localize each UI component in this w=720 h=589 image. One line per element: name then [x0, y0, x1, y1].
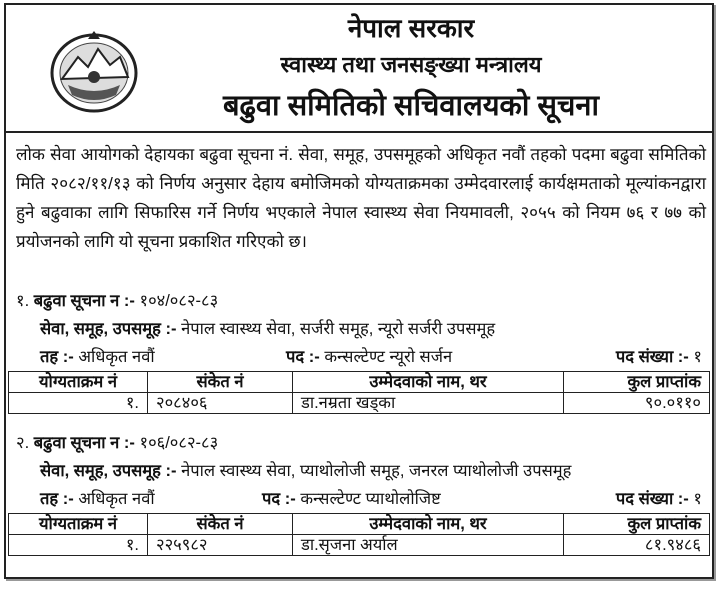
- notice-no-label: बढुवा सूचना न :-: [33, 292, 135, 310]
- col-rank: योग्यताक्रम नं: [9, 372, 148, 393]
- name-cell: डा.सृजना अर्याल: [293, 535, 564, 556]
- government-title: नेपाल सरकार: [347, 13, 475, 43]
- section-index: २.: [16, 434, 30, 452]
- table-row: [9, 535, 710, 556]
- post-value: कन्सल्टेण्ट न्यूरो सर्जन: [324, 348, 453, 366]
- table-row: [9, 393, 710, 414]
- post-count-value: १: [693, 490, 702, 508]
- name-cell: डा.नम्रता खड्का: [293, 393, 564, 414]
- level-post-line: [16, 485, 706, 513]
- level-label: तह :-: [40, 348, 74, 366]
- post-value: कन्सल्टेण्ट प्याथोलोजिष्ट: [300, 490, 441, 508]
- intro-paragraph: लोक सेवा आयोगको देहायका बढुवा सूचना नं. सेवा, समूह, उपसमूहको अधिकृत नवौं तहको पदमा बढुवा समितिको मिति २०८२/११/१३ को निर्णय अनुसार देहाय बमोजिमको योग्यताक्रमका उम्मेदवारलाई कार्यक्षमताको मूल्यांकनद्वारा हुने बढुवाका लागि सिफारिस गर्ने निर्णय भएकाले नेपाल स्वास्थ्य सेवा नियमावली, २०५५ को नियम ७६ र ७७ को प्रयोजनको लागि यो सूचना प्रकाशित गरिएको छ।: [16, 145, 706, 251]
- notice-number-line: [16, 287, 706, 315]
- post-count-value: १: [693, 348, 702, 366]
- notice-no-value: १०६/०८२-८३: [139, 434, 219, 452]
- post-count-label: पद संख्या :-: [615, 490, 689, 508]
- col-name: उम्मेदवाको नाम, थर: [293, 372, 564, 393]
- table-header-row: [9, 372, 710, 393]
- level-value: अधिकृत नवौं: [78, 348, 155, 366]
- table-header-row: [9, 514, 710, 535]
- level-post-line: [16, 343, 706, 371]
- result-table-1: [8, 371, 710, 414]
- ministry-title: स्वास्थ्य तथा जनसङ्ख्या मन्त्रालय: [280, 52, 542, 77]
- notice-number-line: [16, 429, 706, 457]
- post-count-label: पद संख्या :-: [615, 348, 689, 366]
- service-value: नेपाल स्वास्थ्य सेवा, सर्जरी समूह, न्यूरो सर्जरी उपसमूह: [181, 320, 496, 338]
- service-value: नेपाल स्वास्थ्य सेवा, प्याथोलोजी समूह, जनरल प्याथोलोजी उपसमूह: [181, 462, 572, 480]
- service-line: [16, 457, 706, 485]
- code-cell: २०८४०६: [148, 393, 293, 414]
- service-label: सेवा, समूह, उपसमूह :-: [40, 462, 177, 480]
- col-code: संकेत नं: [148, 372, 293, 393]
- post-label: पद :-: [262, 490, 296, 508]
- score-cell: ८१.९४८६: [564, 535, 710, 556]
- rank-cell: १.: [9, 535, 148, 556]
- col-code: संकेत नं: [148, 514, 293, 535]
- col-score: कुल प्राप्तांक: [564, 372, 710, 393]
- service-label: सेवा, समूह, उपसमूह :-: [40, 320, 177, 338]
- notice-document: [4, 3, 714, 579]
- nepal-government-emblem-icon: [48, 27, 140, 115]
- notice-section-1: [16, 287, 706, 371]
- code-cell: २२५९८२: [148, 535, 293, 556]
- col-name: उम्मेदवाको नाम, थर: [293, 514, 564, 535]
- notice-no-label: बढुवा सूचना न :-: [33, 434, 135, 452]
- service-line: [16, 315, 706, 343]
- level-label: तह :-: [40, 490, 74, 508]
- rank-cell: १.: [9, 393, 148, 414]
- notice-no-value: १०४/०८२-८३: [139, 292, 219, 310]
- col-rank: योग्यताक्रम नं: [9, 514, 148, 535]
- level-value: अधिकृत नवौं: [78, 490, 155, 508]
- notice-section-2: [16, 429, 706, 513]
- result-table-2: [8, 513, 710, 556]
- section-index: १.: [16, 292, 30, 310]
- notice-header: [6, 5, 712, 133]
- col-score: कुल प्राप्तांक: [564, 514, 710, 535]
- notice-title: बढुवा समितिको सचिवालयको सूचना: [222, 90, 600, 122]
- score-cell: ९०.०११०: [564, 393, 710, 414]
- post-label: पद :-: [286, 348, 320, 366]
